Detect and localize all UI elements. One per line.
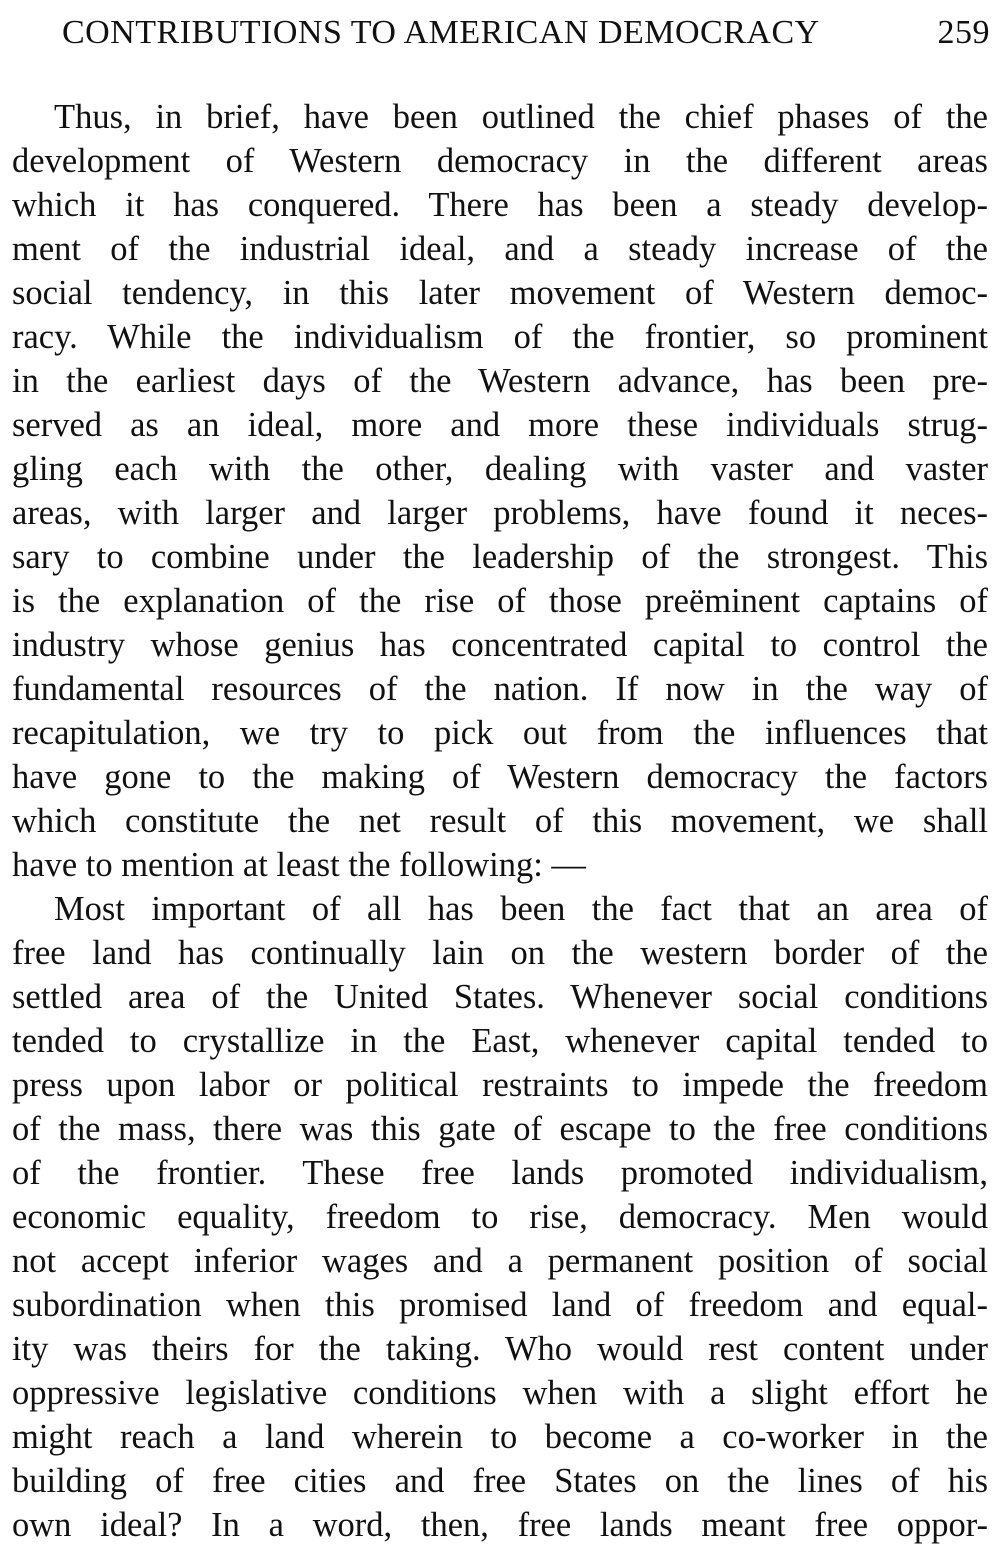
- text-line: building of free cities and free States on the lines of his: [12, 1462, 988, 1500]
- text-line: subordination when this promised land of freedom and equal-: [12, 1286, 988, 1324]
- text-line: ment of the industrial ideal, and a steady increase of the: [12, 230, 988, 268]
- text-line: racy. While the individualism of the frontier, so prominent: [12, 318, 988, 356]
- text-line: fundamental resources of the nation. If now in the way of: [12, 670, 988, 708]
- text-line: which it has conquered. There has been a steady develop-: [12, 186, 988, 224]
- text-line: have to mention at least the following: —: [12, 846, 586, 884]
- running-head: [62, 14, 990, 58]
- text-line: Thus, in brief, have been outlined the chief phases of the: [54, 98, 988, 136]
- text-line: Most important of all has been the fact that an area of: [54, 890, 988, 928]
- text-line: of the frontier. These free lands promoted individualism,: [12, 1154, 988, 1192]
- text-line: gling each with the other, dealing with vaster and vaster: [12, 450, 988, 488]
- running-head-title: CONTRIBUTIONS TO AMERICAN DEMOCRACY: [62, 14, 820, 51]
- text-line: is the explanation of the rise of those preëminent captains of: [12, 582, 988, 620]
- text-line: recapitulation, we try to pick out from the influences that: [12, 714, 988, 752]
- text-line: might reach a land wherein to become a co-worker in the: [12, 1418, 988, 1456]
- text-line: own ideal? In a word, then, free lands meant free oppor-: [12, 1506, 988, 1544]
- text-line: not accept inferior wages and a permanent position of social: [12, 1242, 988, 1280]
- text-line: of the mass, there was this gate of escape to the free conditions: [12, 1110, 988, 1148]
- text-line: ity was theirs for the taking. Who would rest content under: [12, 1330, 988, 1368]
- text-line: oppressive legislative conditions when with a slight effort he: [12, 1374, 988, 1412]
- page-number: 259: [937, 14, 990, 51]
- text-line: in the earliest days of the Western advance, has been pre-: [12, 362, 988, 400]
- text-line: development of Western democracy in the different areas: [12, 142, 988, 180]
- text-line: tended to crystallize in the East, whenever capital tended to: [12, 1022, 988, 1060]
- text-line: sary to combine under the leadership of the strongest. This: [12, 538, 988, 576]
- text-line: press upon labor or political restraints to impede the freedom: [12, 1066, 988, 1104]
- text-line: have gone to the making of Western democracy the factors: [12, 758, 988, 796]
- text-line: economic equality, freedom to rise, democracy. Men would: [12, 1198, 988, 1236]
- text-line: settled area of the United States. Whenever social conditions: [12, 978, 988, 1016]
- body-text: [12, 95, 988, 1547]
- text-line: areas, with larger and larger problems, have found it neces-: [12, 494, 988, 532]
- text-line: served as an ideal, more and more these individuals strug-: [12, 406, 988, 444]
- text-line: free land has continually lain on the western border of the: [12, 934, 988, 972]
- text-line: which constitute the net result of this movement, we shall: [12, 802, 988, 840]
- text-line: industry whose genius has concentrated capital to control the: [12, 626, 988, 664]
- text-line: social tendency, in this later movement of Western democ-: [12, 274, 988, 312]
